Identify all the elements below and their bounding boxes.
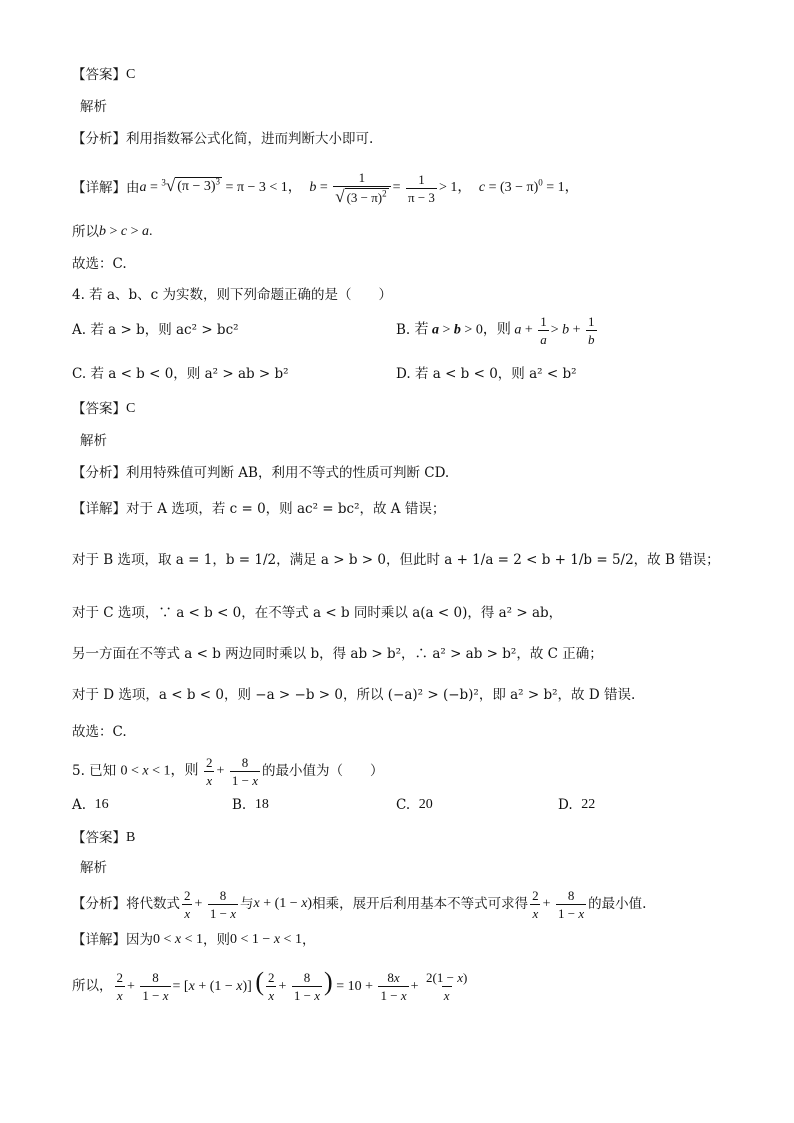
q4-option-a: A. 若 a > b，则 ac² > bc² bbox=[72, 322, 239, 338]
q5-expansion: 所以， $\frac{2}{x}$ + $\frac{8}{1 - x}$ = [x + (1 − x)] ( $\frac{2}{x}$ + $\frac{8}{1 - x}$ ) = 10 + $\frac{8x}{1 - x}$ + $\frac{2(1 - x)}{x}$ bbox=[72, 966, 468, 1004]
answer-tag: 【答案】 bbox=[72, 67, 126, 83]
q3-choice: 故选：C. bbox=[72, 256, 127, 272]
q5-option-c: C. 20 bbox=[396, 797, 433, 813]
q5-option-b: B. 18 bbox=[232, 797, 269, 813]
detail-tag: 【详解】 bbox=[72, 180, 126, 196]
q5-option-d: D. 22 bbox=[558, 797, 596, 813]
q4-option-b: B. 若 a > b > 0，则 a + $\frac{1}{a}$ > b + $\frac{1}{b}$ bbox=[396, 313, 595, 347]
q5-option-a: A. 16 bbox=[72, 797, 109, 813]
q4-option-d: D. 若 a < b < 0，则 a² < b² bbox=[396, 366, 577, 382]
q4-detail-b: 对于 B 选项，取 a = 1，b = 1/2，满足 a > b > 0，但此时 a + 1/a = 2 < b + 1/b = 5/2，故 B 错误； bbox=[72, 552, 720, 568]
q3-conclusion: 所以 b > c > a. bbox=[72, 224, 153, 240]
q4-detail-c2: 另一方面在不等式 a < b 两边同时乘以 b，得 ab > b²，∴ a² > ab > b²，故 C 正确； bbox=[72, 646, 603, 662]
q3-answer-line bbox=[72, 65, 135, 85]
q4-stem: 4. 若 a、b、c 为实数，则下列命题正确的是（ ） bbox=[72, 287, 393, 303]
q5-analysis-heading: 解析 bbox=[80, 860, 107, 876]
q4-choice: 故选：C. bbox=[72, 724, 127, 740]
answer-value: C bbox=[126, 401, 136, 416]
q4-detail-a: 【详解】 对于 A 选项，若 c = 0，则 ac² = bc²，故 A 错误； bbox=[72, 501, 446, 517]
q5-stem: 5. 已知 0 < x < 1，则 $\frac{2}{x}$ + $\frac{8}{1 - x}$ 的最小值为（ ） bbox=[72, 754, 384, 788]
q3-detail-line: 【详解】 由 a = $^3$ √ $(\pi - 3)^3$ = π − 3 < 1， b = 1 √ $(3 - \pi)^2$ = $\frac{1}{\pi - 3}$ > 1， $c = (3 - \pi)^0 = 1$， bbox=[72, 170, 579, 206]
answer-value: B bbox=[126, 830, 136, 845]
q4-detail-d: 对于 D 选项，a < b < 0，则 −a > −b > 0，所以 (−a)² > (−b)²，即 a² > b²，故 D 错误. bbox=[72, 687, 636, 703]
q5-answer-line: 【答案】 B bbox=[72, 830, 136, 846]
q4-detail-c1: 对于 C 选项，∵ a < b < 0，在不等式 a < b 同时乘以 a(a < 0)，得 a² > ab， bbox=[72, 605, 563, 621]
q4-analysis-heading: 解析 bbox=[80, 433, 107, 449]
analysis-text: 利用指数幂公式化简，进而判断大小即可. bbox=[126, 131, 374, 147]
q4-analysis-line: 【分析】 利用特殊值可判断 AB，利用不等式的性质可判断 CD. bbox=[72, 465, 450, 481]
q5-detail-line: 【详解】 因为 0 < x < 1 ，则 0 < 1 − x < 1 ， bbox=[72, 932, 316, 948]
q4-answer-line: 【答案】 C bbox=[72, 401, 136, 417]
q3-analysis-heading: 解析 bbox=[80, 99, 107, 115]
answer-value: C bbox=[126, 67, 136, 82]
q5-analysis-line: 【分析】 将代数式 $\frac{2}{x}$ + $\frac{8}{1 - x}$ 与 x + (1 − x) 相乘，展开后利用基本不等式可求得 $\frac{2}{x}$ + $\frac{8}{1 - x}$ 的最小值. bbox=[72, 887, 647, 921]
q4-option-c: C. 若 a < b < 0，则 a² > ab > b² bbox=[72, 366, 289, 382]
formula-a: a = $^3$ √ $(\pi - 3)^3$ = π − 3 < 1， b = 1 √ $(3 - \pi)^2$ = $\frac{1}{\pi - 3}$ > 1， $c = (3 - \pi)^0 = 1$， bbox=[139, 170, 579, 206]
analysis-tag: 【分析】 bbox=[72, 131, 126, 147]
q3-analysis-line bbox=[72, 129, 373, 149]
